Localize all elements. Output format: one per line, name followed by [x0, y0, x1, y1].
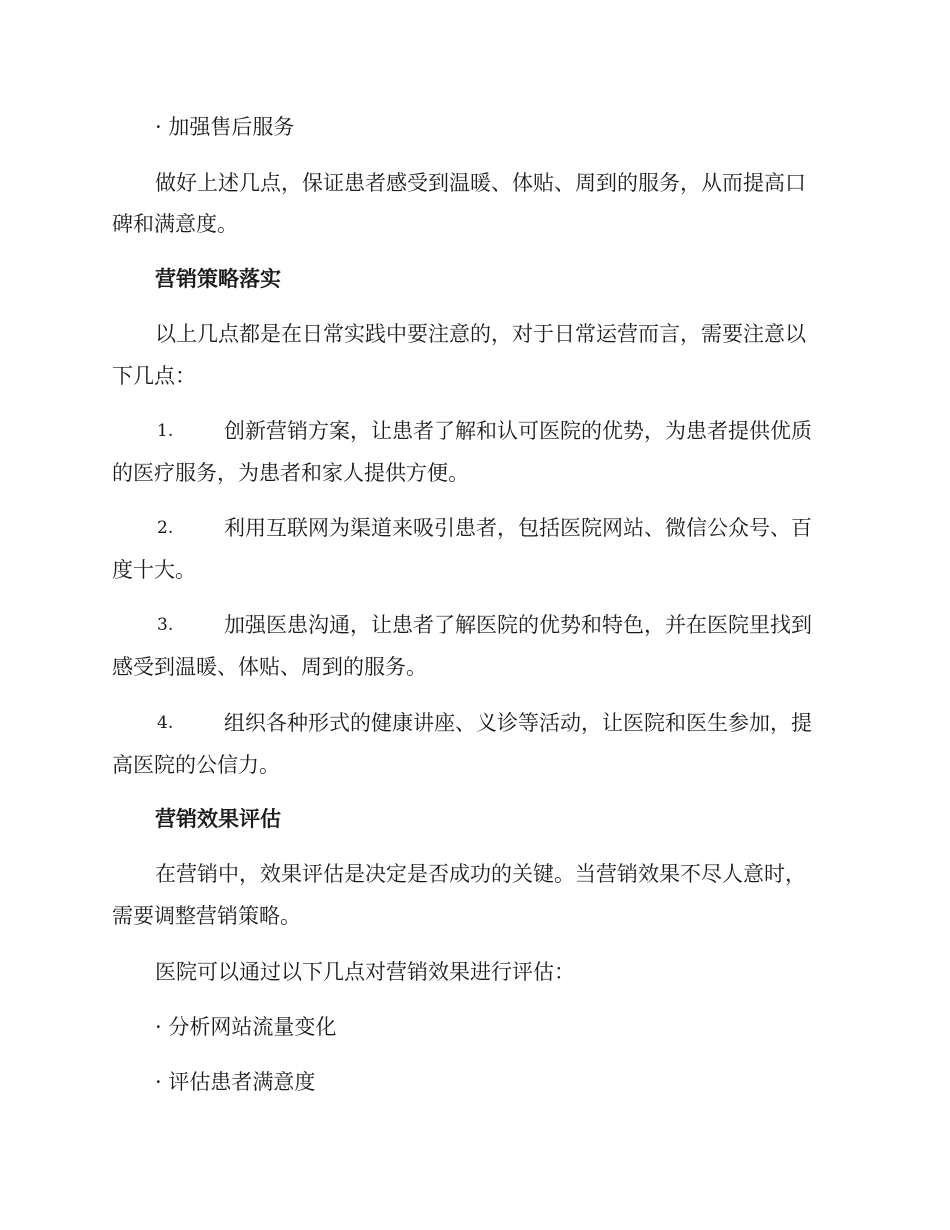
heading-strategy: 营销策略落实 — [155, 266, 281, 291]
paragraph-summary-line-1: 做好上述几点，保证患者感受到温暖、体贴、周到的服务，从而提高口 — [155, 171, 806, 195]
paragraph-eval-methods: 医院可以通过以下几点对营销效果进行评估： — [155, 960, 575, 984]
paragraph-summary-line-2: 碑和满意度。 — [112, 212, 238, 236]
paragraph-intro-line-2: 下几点： — [112, 364, 196, 388]
list-item-1-line-1: 创新营销方案，让患者了解和认可医院的优势，为患者提供优质 — [224, 419, 812, 443]
list-number-1: 1. — [157, 421, 174, 441]
list-number-2: 2. — [157, 518, 174, 538]
list-item-3-line-1: 加强医患沟通，让患者了解医院的优势和特色，并在医院里找到 — [224, 613, 812, 637]
list-item-4-line-2: 高医院的公信力。 — [112, 753, 280, 777]
paragraph-eval-line-1: 在营销中，效果评估是决定是否成功的关键。当营销效果不尽人意时， — [155, 862, 806, 886]
list-item-4-line-1: 组织各种形式的健康讲座、义诊等活动，让医院和医生参加，提 — [224, 711, 812, 735]
heading-evaluation: 营销效果评估 — [155, 806, 281, 831]
list-item-2-line-1: 利用互联网为渠道来吸引患者，包括医院网站、微信公众号、百 — [224, 516, 812, 540]
paragraph-intro-line-1: 以上几点都是在日常实践中要注意的，对于日常运营而言，需要注意以 — [155, 322, 806, 346]
list-item-1-line-2: 的医疗服务，为患者和家人提供方便。 — [112, 461, 469, 485]
list-number-3: 3. — [157, 615, 174, 635]
list-number-4: 4. — [157, 713, 174, 733]
list-item-3-line-2: 感受到温暖、体贴、周到的服务。 — [112, 655, 427, 679]
bullet-satisfaction: · 评估患者满意度 — [155, 1070, 316, 1094]
paragraph-eval-line-2: 需要调整营销策略。 — [112, 904, 301, 928]
list-item-2-line-2: 度十大。 — [112, 558, 196, 582]
bullet-after-sales: · 加强售后服务 — [155, 115, 295, 139]
bullet-traffic: · 分析网站流量变化 — [155, 1015, 337, 1039]
